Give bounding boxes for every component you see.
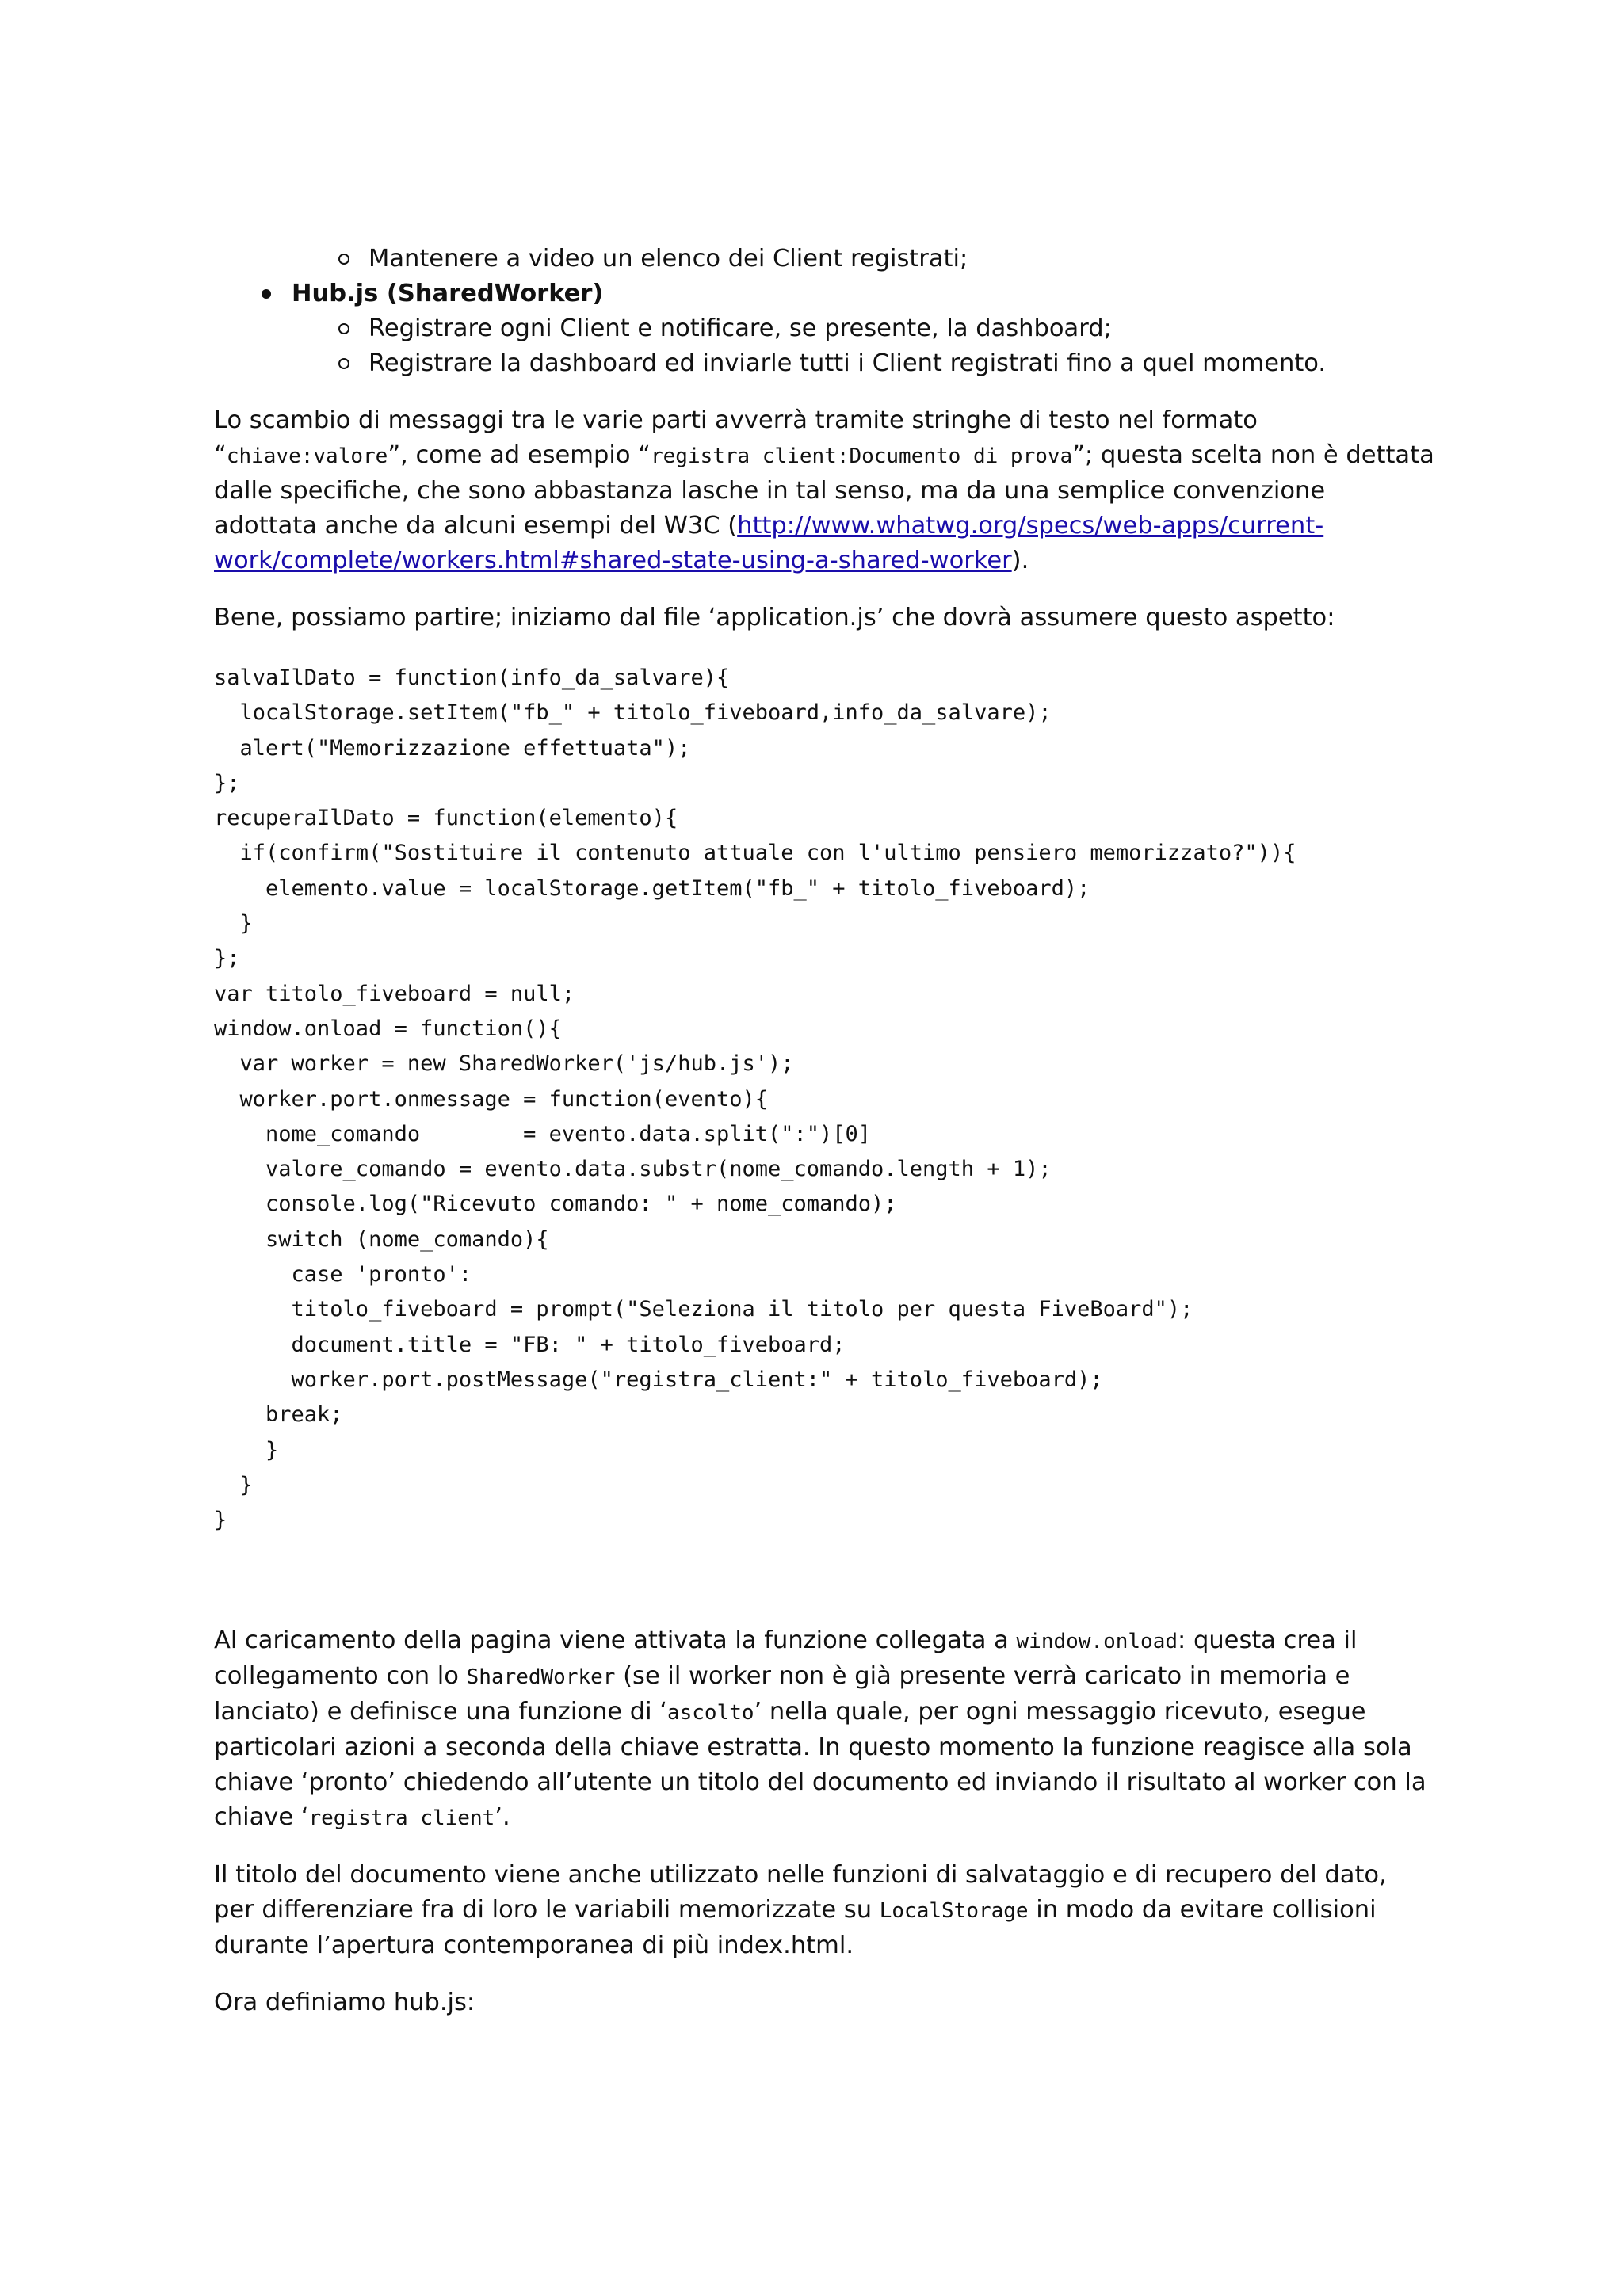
code-line: }; xyxy=(214,946,240,971)
list-item xyxy=(214,242,1434,277)
code-line: }; xyxy=(214,770,240,795)
code-line: titolo_fiveboard = prompt("Seleziona il titolo per questa FiveBoard"); xyxy=(214,1297,1193,1322)
paragraph-text: Al caricamento della pagina viene attivata la funzione collegata a xyxy=(214,1627,1017,1655)
code-line: if(confirm("Sostituire il contenuto attuale con l'ultimo pensiero memorizzato?")){ xyxy=(214,841,1296,866)
code-line: document.title = "FB: " + titolo_fiveboard; xyxy=(214,1332,846,1357)
code-line: var worker = new SharedWorker('js/hub.js'); xyxy=(214,1051,794,1077)
hollow-bullet-icon xyxy=(338,254,349,265)
paragraph-text: ”; questa scelta non è dettata dalle specifiche, che sono abbastanza lasche in tal senso, ma da una semplice convenzione adottata anche da alcuni esempi del W3C ( xyxy=(214,441,1434,540)
link-text: http://www.whatwg.org/specs/web-apps/current- xyxy=(737,512,1324,540)
paragraph-message-format xyxy=(214,403,1434,578)
code-line: } xyxy=(214,1508,227,1533)
paragraph-onload-explanation xyxy=(214,1623,1434,1836)
code-line: worker.port.postMessage("registra_client:" + titolo_fiveboard); xyxy=(214,1367,1103,1392)
code-line: console.log("Ricevuto comando: " + nome_comando); xyxy=(214,1192,897,1217)
list-item-title: Hub.js (SharedWorker) xyxy=(292,280,604,307)
paragraph-text: Il titolo del documento viene anche utilizzato nelle funzioni di salvataggio e di recupero del dato, per differenziare fra di loro le variabili memorizzate su xyxy=(214,1861,1387,1924)
list-item xyxy=(214,346,1434,381)
code-line: elemento.value = localStorage.getItem("fb_" + titolo_fiveboard); xyxy=(214,875,1090,901)
paragraph-text: ’ nella quale, per ogni messaggio ricevuto, esegue particolari azioni a seconda della chiave estratta. In questo momento la funzione reagisce alla sola chiave ‘pronto’ chiedendo all’utente un titolo del documento ed inviando il risultato al worker con la chiave ‘ xyxy=(214,1698,1426,1832)
paragraph-title-usage xyxy=(214,1858,1434,1963)
code-line: } xyxy=(214,1472,253,1497)
code-line: switch (nome_comando){ xyxy=(214,1226,549,1252)
paragraph-text: ’. xyxy=(495,1803,510,1832)
paragraph-text: ”, come ad esempio “ xyxy=(388,441,651,469)
code-line: var titolo_fiveboard = null; xyxy=(214,981,575,1006)
list-item xyxy=(214,311,1434,346)
paragraph-text: (se il worker non è già presente verrà caricato in memoria e lanciato) e definisce una funzione di ‘ xyxy=(214,1662,1350,1726)
code-line: } xyxy=(214,1437,279,1463)
code-line: window.onload = function(){ xyxy=(214,1016,562,1041)
inline-code: LocalStorage xyxy=(879,1899,1029,1924)
list-item-text: Registrare la dashboard ed inviarle tutti i Client registrati fino a quel momento. xyxy=(369,349,1327,377)
requirements-list xyxy=(214,242,1434,381)
paragraph-hub-intro: Ora definiamo hub.js: xyxy=(214,1989,475,2017)
code-line: worker.port.onmessage = function(evento){ xyxy=(214,1086,768,1112)
list-item-text: Mantenere a video un elenco dei Client registrati; xyxy=(369,245,968,273)
inline-code: registra_client xyxy=(308,1806,495,1831)
paragraph-text: ). xyxy=(1011,547,1029,574)
inline-code: window.onload xyxy=(1016,1630,1178,1654)
hollow-bullet-icon xyxy=(338,358,349,369)
inline-code: registra_client:Documento di prova xyxy=(650,444,1073,468)
paragraph-text: : questa crea il collegamento con lo xyxy=(214,1627,1358,1691)
link-text: work/complete/workers.html#shared-state-using-a-shared-worker xyxy=(214,547,1012,574)
code-line: } xyxy=(214,911,253,936)
hollow-bullet-icon xyxy=(338,323,349,334)
list-item-hub xyxy=(214,277,1434,311)
code-line: nome_comando = evento.data.split(":")[0] xyxy=(214,1121,872,1146)
document-page xyxy=(214,242,1434,2020)
inline-code: ascolto xyxy=(666,1701,754,1726)
code-line: localStorage.setItem("fb_" + titolo_fiveboard,info_da_salvare); xyxy=(214,700,1052,726)
code-line: break; xyxy=(214,1402,343,1428)
code-block xyxy=(214,661,1434,1538)
code-line: recuperaIlDato = function(elemento){ xyxy=(214,806,678,831)
filled-bullet-icon xyxy=(262,289,271,299)
code-line: case 'pronto': xyxy=(214,1262,472,1287)
inline-code: chiave:valore xyxy=(226,444,388,468)
code-line: valore_comando = evento.data.substr(nome_comando.length + 1); xyxy=(214,1157,1052,1182)
inline-code: SharedWorker xyxy=(466,1665,616,1690)
code-line: alert("Memorizzazione effettuata"); xyxy=(214,735,691,761)
paragraph-text: in modo da evitare collisioni durante l’apertura contemporanea di più index.html. xyxy=(214,1896,1377,1960)
paragraph-intro-application: Bene, possiamo partire; iniziamo dal file ‘application.js’ che dovrà assumere questo aspetto: xyxy=(214,604,1335,631)
paragraph-text: Lo scambio di messaggi tra le varie parti avverrà tramite stringhe di testo nel formato xyxy=(214,406,1258,434)
list-item-text: Registrare ogni Client e notificare, se presente, la dashboard; xyxy=(369,315,1112,342)
paragraph-text: “ xyxy=(214,441,227,469)
code-line: salvaIlDato = function(info_da_salvare){ xyxy=(214,666,730,690)
